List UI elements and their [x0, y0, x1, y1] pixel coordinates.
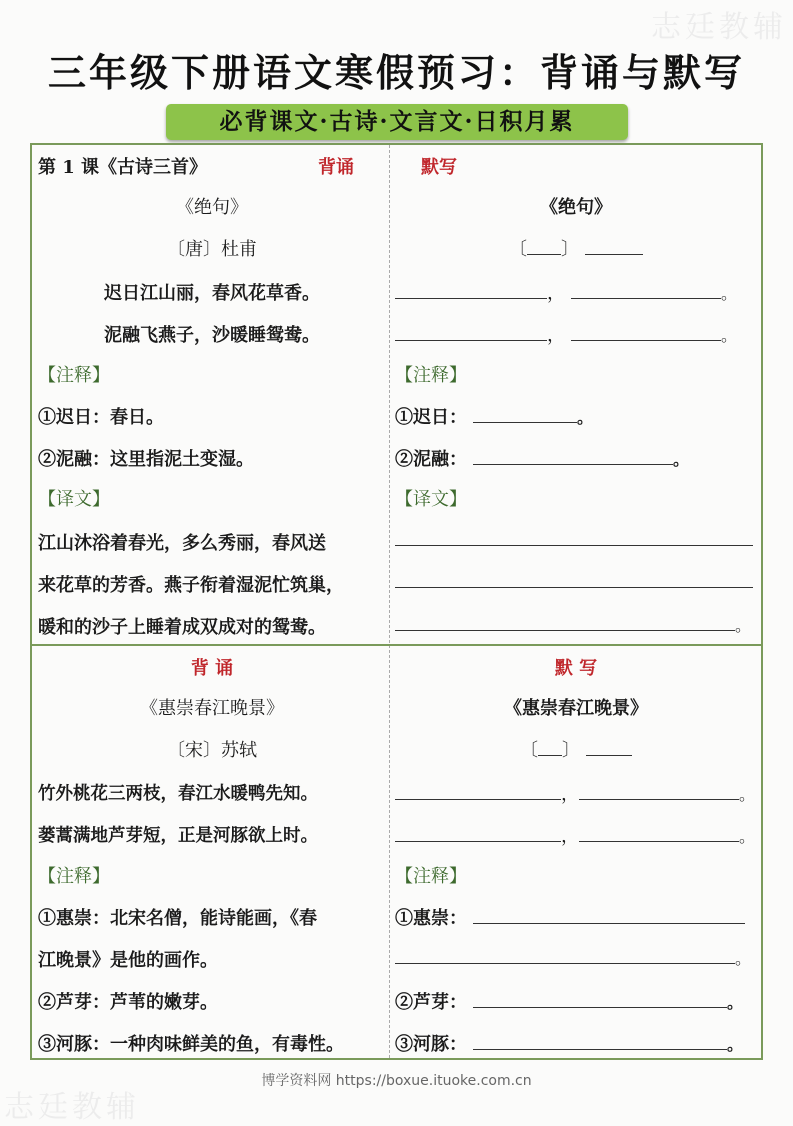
- comma: ，: [561, 784, 579, 805]
- dictation-label: 默 写: [554, 658, 598, 679]
- line-blank-2: [395, 822, 757, 848]
- notes-label: 【注释】: [38, 365, 110, 386]
- note-answer-blank-cont[interactable]: [395, 947, 735, 964]
- notes-label: 【注释】: [38, 866, 110, 887]
- bracket-right: 〕: [561, 239, 579, 260]
- poem-line-2: 蒌蒿满地芦芽短，正是河豚欲上时。: [38, 826, 318, 846]
- note-answer-blank[interactable]: [473, 907, 745, 924]
- period: 。: [721, 326, 738, 345]
- period: 。: [721, 284, 738, 303]
- note-term: ③河豚：: [395, 1034, 467, 1055]
- author-name-blank[interactable]: [585, 238, 643, 255]
- translation-line-3: 暖和的沙子上睡着成双成对的鸳鸯。: [38, 617, 326, 638]
- translation-line-2: 来花草的芳香。燕子衔着湿泥忙筑巢，: [38, 575, 344, 596]
- recite-label: 背诵: [318, 157, 354, 178]
- blank-1a[interactable]: [395, 282, 547, 299]
- blank-1b[interactable]: [579, 783, 739, 800]
- poem-title: 《惠崇春江晚景》: [504, 698, 648, 719]
- translation-line-1: 江山沐浴着春光，多么秀丽，春风送: [38, 533, 326, 554]
- line-blank-1: [395, 780, 757, 806]
- bracket-right: 〕: [562, 740, 580, 761]
- watermark-top: 志廷教辅: [651, 10, 787, 45]
- note-blank-2: [395, 988, 757, 1014]
- blank-2b[interactable]: [571, 324, 721, 341]
- period: 。: [727, 993, 744, 1012]
- dynasty-blank[interactable]: [527, 238, 561, 255]
- footer-source: 博学资料网 https://boxue.ituoke.com.cn: [261, 1073, 532, 1089]
- author-blank: [395, 736, 757, 762]
- poem-title: 《惠崇春江晚景》: [140, 698, 284, 719]
- note-term: ①惠崇：: [395, 908, 467, 929]
- bracket-left: 〔: [509, 239, 527, 260]
- recite-label: 背 诵: [190, 658, 234, 679]
- period: 。: [735, 949, 752, 968]
- blank-1a[interactable]: [395, 783, 561, 800]
- period: 。: [577, 408, 594, 427]
- column-divider: [389, 145, 390, 1058]
- period: 。: [735, 616, 752, 635]
- note-1: ①惠崇：北宋名僧，能诗能画，《春: [38, 908, 317, 929]
- comma: ，: [547, 325, 565, 346]
- watermark-bottom: 志廷教辅: [4, 1090, 140, 1125]
- note-blank-3: [395, 1030, 757, 1056]
- note-term: ②芦芽：: [395, 992, 467, 1013]
- period: 。: [673, 450, 690, 469]
- line-blank-1: [395, 279, 757, 305]
- note-3: ③河豚：一种肉味鲜美的鱼，有毒性。: [38, 1034, 344, 1055]
- note-answer-blank[interactable]: [473, 448, 673, 465]
- notes-label: 【注释】: [395, 866, 467, 887]
- period: 。: [727, 1035, 744, 1054]
- note-answer-blank[interactable]: [473, 1033, 727, 1050]
- blank-1b[interactable]: [571, 282, 721, 299]
- category-banner: 必背课文·古诗·文言文·日积月累: [166, 104, 628, 140]
- note-1: ①迟日：春日。: [38, 407, 164, 428]
- poem-author: 〔唐〕杜甫: [167, 239, 257, 260]
- translation-blank-1[interactable]: [395, 529, 753, 546]
- comma: ，: [561, 826, 579, 847]
- recite-panel-2: [38, 646, 386, 1060]
- poem-title: 《绝句》: [540, 197, 612, 218]
- note-answer-blank[interactable]: [473, 406, 577, 423]
- translation-blank-3[interactable]: [395, 614, 735, 631]
- poem-line-1: 迟日江山丽，春风花草香。: [104, 283, 320, 304]
- dictation-label: 默写: [421, 157, 457, 178]
- note-term: ②泥融：: [395, 449, 467, 470]
- blank-2a[interactable]: [395, 825, 561, 842]
- dynasty-blank[interactable]: [538, 739, 562, 756]
- period: 。: [739, 785, 756, 804]
- author-blank: [395, 235, 757, 261]
- worksheet: [30, 143, 763, 1060]
- dictation-panel-1: [395, 145, 757, 644]
- note-blank-1: [395, 403, 757, 429]
- notes-label: 【注释】: [395, 365, 467, 386]
- note-answer-blank[interactable]: [473, 991, 727, 1008]
- translation-label: 【译文】: [395, 489, 467, 510]
- blank-2b[interactable]: [579, 825, 739, 842]
- dictation-panel-2: [395, 646, 757, 1060]
- page-title: 三年级下册语文寒假预习：背诵与默写: [47, 50, 745, 95]
- note-blank-1: [395, 904, 757, 930]
- translation-blank-2[interactable]: [395, 571, 753, 588]
- poem-author: 〔宋〕苏轼: [167, 740, 257, 761]
- poem-line-2: 泥融飞燕子，沙暖睡鸳鸯。: [104, 325, 320, 346]
- note-2: ②芦芽：芦苇的嫩芽。: [38, 992, 218, 1013]
- note-term: ①迟日：: [395, 407, 467, 428]
- lesson-title: 第 1 课《古诗三首》: [38, 157, 208, 178]
- author-name-blank[interactable]: [586, 739, 632, 756]
- note-1-cont: 江晚景》是他的画作。: [38, 950, 218, 971]
- period: 。: [739, 827, 756, 846]
- recite-panel-1: [38, 145, 386, 644]
- comma: ，: [547, 283, 565, 304]
- poem-title: 《绝句》: [176, 197, 248, 218]
- translation-label: 【译文】: [38, 489, 110, 510]
- bracket-left: 〔: [520, 740, 538, 761]
- blank-2a[interactable]: [395, 324, 547, 341]
- note-blank-2: [395, 445, 757, 471]
- note-2: ②泥融：这里指泥土变湿。: [38, 449, 254, 470]
- line-blank-2: [395, 321, 757, 347]
- poem-line-1: 竹外桃花三两枝，春江水暖鸭先知。: [38, 784, 318, 804]
- lesson-header: [38, 153, 386, 179]
